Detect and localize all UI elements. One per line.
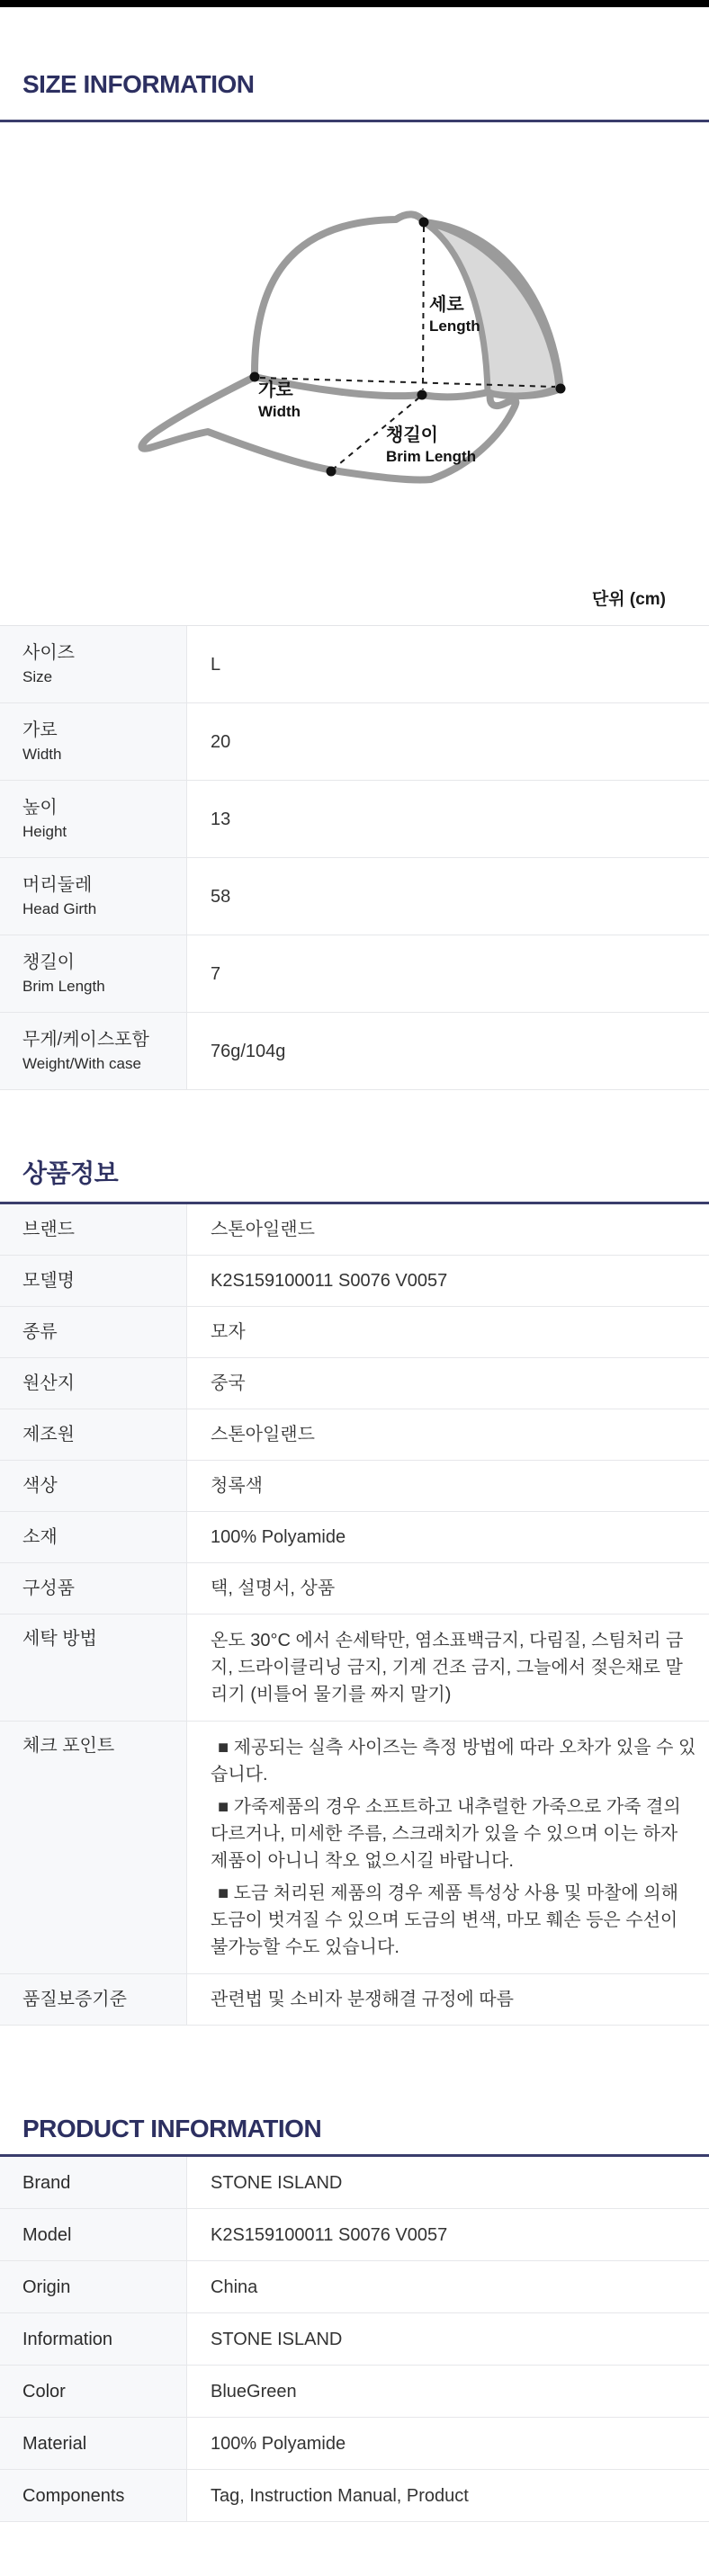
table-row [0,1974,709,2026]
row-label: Material [22,2433,87,2454]
table-row [0,858,709,935]
row-value: 100% Polyamide [211,2433,346,2454]
row-label: 색상 [22,1476,58,1496]
row-label-ko: 챙길이 [22,953,75,972]
row-label: 제조원 [22,1425,75,1445]
measure-dot-front [417,390,427,400]
size-table [0,625,709,1090]
row-value: 중국 [211,1373,246,1393]
length-label [429,295,480,335]
check-point-paragraph: ■ 제공되는 실측 사이즈는 측정 방법에 따라 오차가 있을 수 있습니다. [211,1738,696,1784]
row-label: 원산지 [22,1373,75,1393]
row-label-en: Height [22,823,67,840]
product-info-ko-title: 상품정보 [22,1159,119,1187]
row-label: Components [22,2485,125,2506]
row-label: Color [22,2381,66,2402]
row-label-ko: 사이즈 [22,643,75,663]
row-label-en: Head Girth [22,900,97,917]
table-row [0,626,709,703]
row-value: 관련법 및 소비자 분쟁해결 규정에 따름 [211,1990,514,2009]
row-label: Model [22,2224,72,2245]
brim-label-en: Brim Length [386,448,477,466]
row-value: 온도 30°C 에서 손세탁만, 염소표백금지, 다림질, 스팀처리 금지, 드라이클리닝 금지, 기계 건조 금지, 그늘에서 젖은채로 말리기 (비틀어 물기를 짜지 말기) [211,1631,684,1704]
table-row-check-point [0,1722,709,1974]
table-row [0,1013,709,1090]
product-info-ko-table [0,1202,709,2026]
row-label-en: Weight/With case [22,1055,141,1072]
row-label: 세탁 방법 [22,1629,97,1649]
check-point-paragraph: ■ 가죽제품의 경우 소프트하고 내추럴한 가죽으로 가죽 결의 다르거나, 미세한 주름, 스크래치가 있을 수 있으며 이는 하자 제품이 아니니 착오 없으시길 바랍니다. [211,1797,681,1871]
row-value: 모자 [211,1322,246,1342]
table-row [0,781,709,858]
row-label: 품질보증기준 [22,1990,127,2009]
measure-dot-brim [327,467,337,477]
table-row [0,2418,709,2470]
row-label: Information [22,2329,113,2349]
row-value: BlueGreen [211,2381,297,2402]
row-label-en: Brim Length [22,978,105,995]
row-value: Tag, Instruction Manual, Product [211,2485,469,2506]
row-value: 58 [211,886,231,907]
cap-diagram-svg [0,162,709,540]
row-value: China [211,2276,258,2297]
table-row [0,1204,709,1256]
row-label: 종류 [22,1322,58,1342]
width-label-en: Width [258,403,301,421]
width-label [258,380,301,420]
table-row [0,1409,709,1461]
table-row [0,2157,709,2209]
row-label-ko: 무게/케이스포함 [22,1030,149,1050]
size-section-divider [0,120,709,122]
size-information-title: SIZE INFORMATION [22,70,255,98]
row-value: 100% Polyamide [211,1527,346,1547]
row-label-ko: 머리둘레 [22,875,93,895]
row-label-ko: 가로 [22,720,58,740]
measure-dot-top [419,218,429,228]
row-value: 20 [211,731,231,752]
row-label: Brand [22,2172,71,2193]
row-value: 스톤아일랜드 [211,1425,315,1445]
row-label-ko: 높이 [22,798,58,818]
product-information-title: PRODUCT INFORMATION [22,2115,322,2142]
table-row [0,2366,709,2418]
table-row [0,1461,709,1512]
row-label-en: Width [22,746,62,763]
row-value: 13 [211,809,231,829]
table-row-wash-care [0,1614,709,1722]
row-value: STONE ISLAND [211,2329,343,2349]
row-value: K2S159100011 S0076 V0057 [211,1271,448,1291]
row-value: 청록색 [211,1476,263,1496]
cap-measurement-diagram [0,162,709,540]
check-point-paragraph: ■ 도금 처리된 제품의 경우 제품 특성상 사용 및 마찰에 의해 도금이 벗겨질 수 있으며 도금의 변색, 마모 훼손 등은 수선이 불가능할 수도 있습니다. [211,1883,679,1957]
table-row [0,2209,709,2261]
row-label: Origin [22,2276,71,2297]
row-label: 모델명 [22,1271,75,1291]
table-row [0,1358,709,1409]
row-label-en: Size [22,668,53,685]
table-row [0,935,709,1013]
length-label-en: Length [429,318,480,335]
top-black-divider [0,0,709,7]
row-label: 구성품 [22,1579,75,1598]
row-value: 7 [211,963,221,984]
row-value: 택, 설명서, 상품 [211,1579,336,1598]
row-label: 체크 포인트 [22,1736,115,1756]
row-label: 브랜드 [22,1220,75,1239]
table-row [0,703,709,781]
row-value: 76g/104g [211,1041,286,1061]
row-value: L [211,654,221,675]
product-info-en-table [0,2154,709,2522]
table-row [0,1512,709,1563]
row-value: 스톤아일랜드 [211,1220,315,1239]
width-label-ko: 가로 [258,380,293,400]
unit-label: 단위 (cm) [591,590,666,609]
table-row [0,1563,709,1614]
row-value: STONE ISLAND [211,2172,343,2193]
length-label-ko: 세로 [429,295,464,315]
table-row [0,1256,709,1307]
table-row [0,2470,709,2522]
brim-label-ko: 챙길이 [386,425,438,445]
table-row [0,2261,709,2313]
measure-dot-right [556,384,566,394]
brim-length-label [386,425,476,465]
row-label: 소재 [22,1527,58,1547]
table-row [0,2313,709,2366]
table-row [0,1307,709,1358]
row-value: K2S159100011 S0076 V0057 [211,2224,448,2245]
